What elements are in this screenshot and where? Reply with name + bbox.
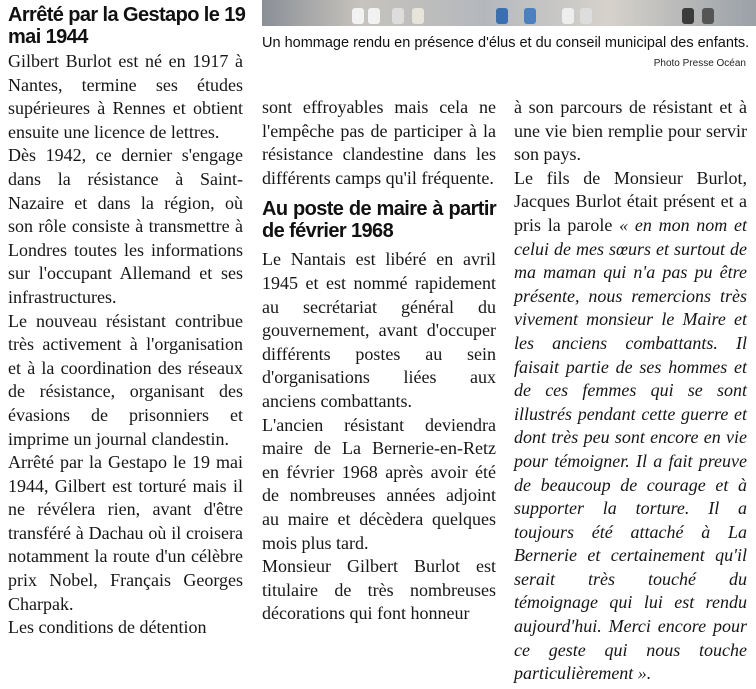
paragraph: Dès 1942, ce dernier s'engage dans la résistance à Saint-Nazaire et dans la région, où son rôle consiste à transmettre à Londres toutes les informations sur l'occupant Allemand et ses infrastructures.	[8, 145, 243, 307]
paragraph: Le nouveau résistant contribue très activement à l'organisation et à la coordination des réseaux de résistance, organisant des évasions de prisonniers et imprime un journal clandestin.	[8, 310, 243, 449]
paragraph: Gilbert Burlot est né en 1917 à Nantes, termine ses études supérieures à Rennes et obtient ensuite une licence de lettres.	[8, 51, 243, 142]
article-photo	[262, 0, 756, 26]
photo-caption: Un hommage rendu en présence d'élus et du conseil municipal des enfants.	[262, 35, 750, 51]
paragraph: Le Nantais est libéré en avril 1945 et est nommé rapidement au secrétariat général du gouvernement, avant d'occuper différents postes au sein d'organisations liées aux anciens combattants.	[262, 249, 496, 411]
paragraph: à son parcours de résistant et à une vie bien remplie pour servir son pays.	[514, 97, 747, 165]
article-column-1	[8, 50, 243, 640]
section-heading-mayor: Au poste de maire à partir de février 1968	[262, 198, 496, 243]
paragraph: Arrêté par la Gestapo le 19 mai 1944, Gilbert est torturé mais il ne révélera rien, avant d'être transféré à Dachau où il croisera notamment la route d'un célèbre prix Nobel, Français Georges Charpak.	[8, 452, 243, 614]
quote: « en mon nom et celui de mes sœurs et surtout de ma maman qui n'a pas pu être présente, nous remercions très vivement monsieur le Maire et les anciens combattants. Il faisait partie de ses hommes et de ces femmes qui se sont illustrés pendant cette guerre et dont très peu sont encore en vie pour témoigner. Il a fait preuve de beaucoup de courage et à supporter la torture. Il a toujours été attaché à La Bernerie et certainement qu'il serait très touché du témoignage qui lui est rendu aujourd'hui. Merci encore pour ce geste qui nous touche particulièrement ».	[514, 214, 748, 684]
photo-credit: Photo Presse Océan	[653, 58, 746, 69]
section-heading-arrest: Arrêté par la Gestapo le 19 mai 1944	[8, 4, 246, 48]
paragraph	[514, 167, 747, 686]
quote-intro: Le fils de Monsieur Burlot, Jacques Burlot était présent et a pris la parole	[514, 167, 747, 235]
paragraph: L'ancien résistant deviendra maire de La Bernerie-en-Retz en février 1968 après avoir été de nombreuses années adjoint au maire et décèdera quelques mois plus tard.	[262, 414, 496, 553]
paragraph: sont effroyables mais cela ne l'empêche pas de participer à la résistance clandestine dans les différents camps qu'il fréquente.	[262, 97, 496, 188]
article-column-3	[514, 96, 747, 686]
article-column-2	[262, 96, 496, 626]
paragraph: Les conditions de détention	[8, 617, 207, 638]
paragraph: Monsieur Gilbert Burlot est titulaire de très nombreuses décorations qui font honneur	[262, 556, 496, 624]
